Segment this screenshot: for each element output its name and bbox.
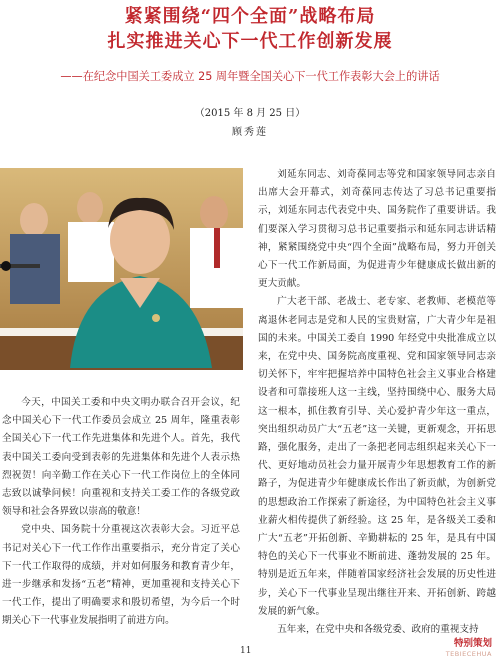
speaker-photo <box>0 168 243 370</box>
paragraph: 刘延东同志、刘奇葆同志等党和国家领导同志亲自出席大会开幕式，刘奇葆同志传达了习总书记重要指示，刘延东同志代表党中央、国务院作了重要讲话。我们要深入学习贯彻习总书记重要指示和延东同志讲话精神，紧紧围绕党中央“四个全面”战略布局，努力开创关心下一代工作新局面，为促进青少年健康成长做出新的更大贡献。 <box>258 169 496 290</box>
left-column-text <box>2 394 240 631</box>
paragraph: 广大老干部、老战士、老专家、老教师、老模范等离退休老同志是党和人民的宝贵财富，广大青少年是祖国的未来。中国关工委自 1990 年经党中央批准成立以来，在党中央、国务院高度重视、党和国家领导同志亲切关怀下，牢牢把握培养中国特色社会主义事业合格建设者和可靠接班人这一主线，坚持围绕中心、服务大局这一根本，抓住教育引导、关心爱护青少年这一重点，突出组织动员广大“五老”这一关键，更新观念，开拓思路，强化服务，走出了一条把老同志组织起来关心下一代、更好地动员社会力量开展青少年思想教育工作的新路子，为促进青少年健康成长作出了新贡献，为创新党的思想政治工作探索了新途径，为中国特色社会主义事业薪火相传提供了新经验。这 25 年，是各级关工委和广大“五老”开拓创新、辛勤耕耘的 25 年，是具有中国特色的关心下一代事业不断前进、蓬勃发展的 25 年。特别是近五年来，伴随着国家经济社会发展的历史性进步，关心下一代事业呈现出继往开来、开拓创新、跨越发展的新气象。 <box>258 296 496 617</box>
section-label-cn: 特别策划 <box>453 638 492 649</box>
paragraph: 党中央、国务院十分重视这次表彰大会。习近平总书记对关心下一代工作作出重要指示，充分肯定了关心下一代工作取得的成绩，并对如何服务和教育青少年，进一步继承和发扬“五老”精神，更加重视和支持关心下一代工作，提出了明确要求和殷切希望，为今后一个时期关心下一代事业发展指明了前进方向。 <box>2 524 240 627</box>
section-label-en: TEBIECEHUA <box>445 650 492 658</box>
speaker-photo-illustration <box>0 168 243 370</box>
page-number: 11 <box>240 646 252 656</box>
author-name: 顾秀莲 <box>232 127 268 138</box>
right-column-text <box>258 166 496 639</box>
paragraph: 今天，中国关工委和中央文明办联合召开会议，纪念中国关心下一代工作委员会成立 25 周年，隆重表彰全国关心下一代工作先进集体和先进个人。首先，我代表中国关工委向受到表彰的先进集体和先进个人表示热烈祝贺！向辛勤工作在关心下一代工作岗位上的全体同志致以诚挚问候！向重视和支持关工委工作的各级党政领导和社会各界致以崇高的敬意！ <box>2 397 240 518</box>
subtitle: ——在纪念中国关工委成立 25 周年暨全国关心下一代工作表彰大会上的讲话 <box>60 70 440 83</box>
section-label <box>446 638 492 660</box>
speech-date: （2015 年 8 月 25 日） <box>194 108 306 119</box>
paragraph: 五年来，在党中央和各级党委、政府的重视支持 <box>277 624 479 636</box>
title-line-2: 扎实推进关心下一代工作创新发展 <box>107 31 393 52</box>
title-line-1: 紧紧围绕“四个全面”战略布局 <box>124 6 376 27</box>
